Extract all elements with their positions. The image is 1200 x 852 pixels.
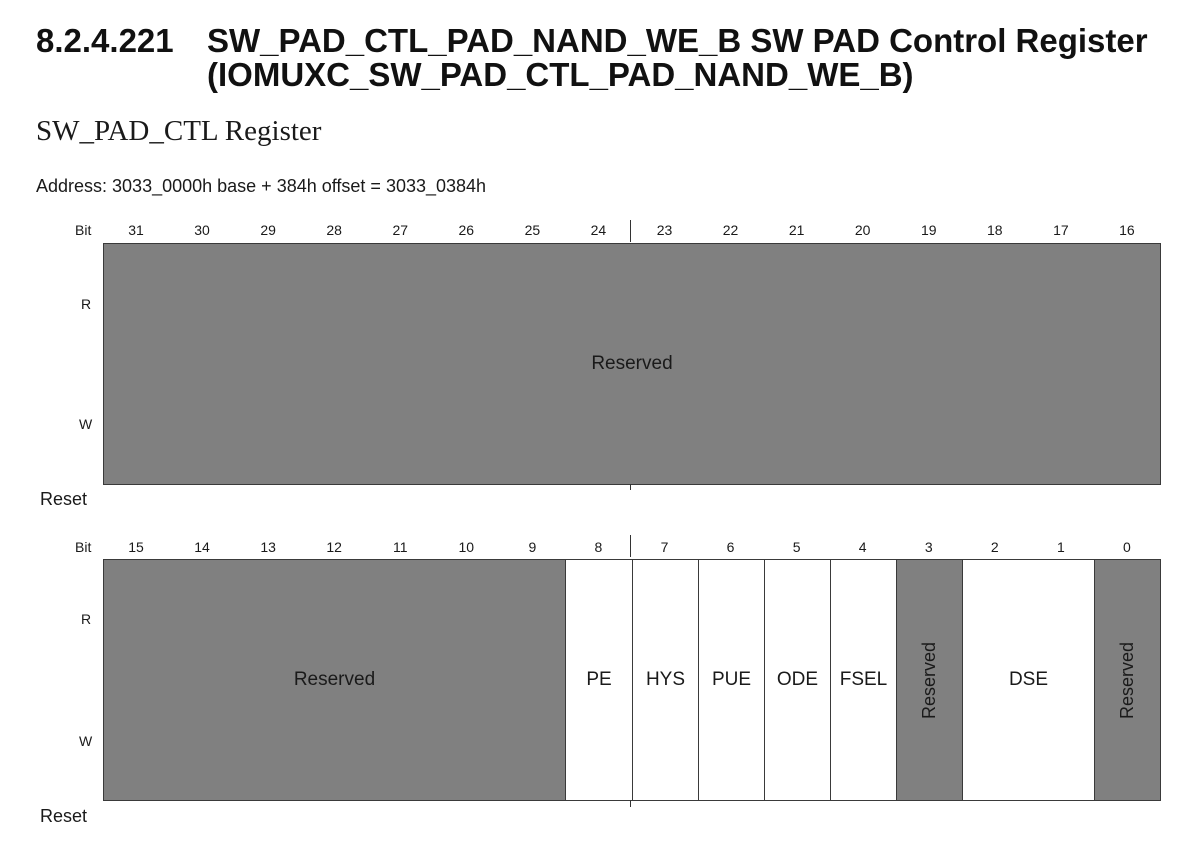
r-label-upper: R <box>81 296 92 312</box>
bit-number-9: 9 <box>528 539 537 555</box>
bit-number-11: 11 <box>392 539 408 555</box>
register-subtitle: SW_PAD_CTL Register <box>36 115 322 147</box>
bit-number-24: 24 <box>590 222 607 238</box>
field-label-reserved: Reserved <box>1117 641 1138 719</box>
page-title: SW_PAD_CTL_PAD_NAND_WE_B SW PAD Control Register (IOMUXC_SW_PAD_CTL_PAD_NAND_WE_B) <box>207 22 1148 93</box>
register-address: Address: 3033_0000h base + 384h offset = 3033_0384h <box>36 176 487 196</box>
bit-number-0: 0 <box>1123 539 1131 555</box>
bit-number-27: 27 <box>392 222 409 238</box>
lower-field-reserved-0 <box>103 559 566 801</box>
w-label-lower: W <box>79 733 93 749</box>
bit-number-14: 14 <box>194 539 210 555</box>
bit-number-18: 18 <box>987 222 1003 238</box>
field-label-fsel: FSEL <box>839 669 888 690</box>
bit-number-29: 29 <box>260 222 276 238</box>
bit-number-30: 30 <box>194 222 210 238</box>
lower-field-hys-2 <box>632 559 699 801</box>
bit-number-3: 3 <box>924 539 933 555</box>
bit-number-8: 8 <box>594 539 603 555</box>
bit-number-15: 15 <box>128 539 144 555</box>
lower-field-ode-4 <box>764 559 831 801</box>
bit-number-20: 20 <box>854 222 871 238</box>
bit-number-31: 31 <box>128 222 144 238</box>
bit-number-22: 22 <box>722 222 739 238</box>
lower-field-pe-1 <box>565 559 633 801</box>
bit-number-4: 4 <box>858 539 867 555</box>
field-label-ode: ODE <box>776 669 819 690</box>
bit-number-7: 7 <box>660 539 669 555</box>
bit-label-upper: Bit <box>75 222 92 238</box>
bit-number-17: 17 <box>1053 222 1069 238</box>
bit-number-12: 12 <box>326 539 342 555</box>
lower-field-fsel-5 <box>830 559 897 801</box>
bit-number-10: 10 <box>458 539 475 555</box>
bit-number-23: 23 <box>656 222 673 238</box>
lower-field-pue-3 <box>698 559 765 801</box>
field-label-reserved: Reserved <box>919 641 940 719</box>
section-number: 8.2.4.221 <box>36 22 174 59</box>
bit-label-lower: Bit <box>75 539 92 555</box>
lower-field-dse-7 <box>962 559 1095 801</box>
field-label-reserved: Reserved <box>293 669 376 690</box>
field-label-hys: HYS <box>645 669 686 690</box>
bit-number-5: 5 <box>792 539 801 555</box>
r-label-lower: R <box>81 611 92 627</box>
bit-number-28: 28 <box>326 222 342 238</box>
lower-field-reserved-8 <box>1094 559 1161 801</box>
bit-number-19: 19 <box>920 222 937 238</box>
field-label-dse: DSE <box>1008 669 1049 690</box>
bit-number-21: 21 <box>788 222 805 238</box>
field-label-pue: PUE <box>711 669 752 690</box>
field-label-reserved: Reserved <box>591 353 673 374</box>
bit-number-26: 26 <box>458 222 475 238</box>
bit-number-6: 6 <box>726 539 735 555</box>
upper-field-reserved-0 <box>103 243 1161 485</box>
lower-field-reserved-6 <box>896 559 963 801</box>
reset-label-upper: Reset <box>40 489 88 509</box>
upper-byte-divider-bottom <box>630 484 631 490</box>
bit-number-13: 13 <box>260 539 276 555</box>
bit-number-16: 16 <box>1119 222 1135 238</box>
lower-byte-divider-bottom <box>630 800 631 807</box>
reset-label-lower: Reset <box>40 806 88 826</box>
field-label-pe: PE <box>586 669 612 690</box>
bit-number-25: 25 <box>524 222 541 238</box>
lower-byte-divider-top <box>630 535 631 557</box>
upper-byte-divider-top <box>630 220 631 242</box>
bit-number-1: 1 <box>1056 539 1065 555</box>
w-label-upper: W <box>79 416 93 432</box>
bit-number-2: 2 <box>990 539 999 555</box>
